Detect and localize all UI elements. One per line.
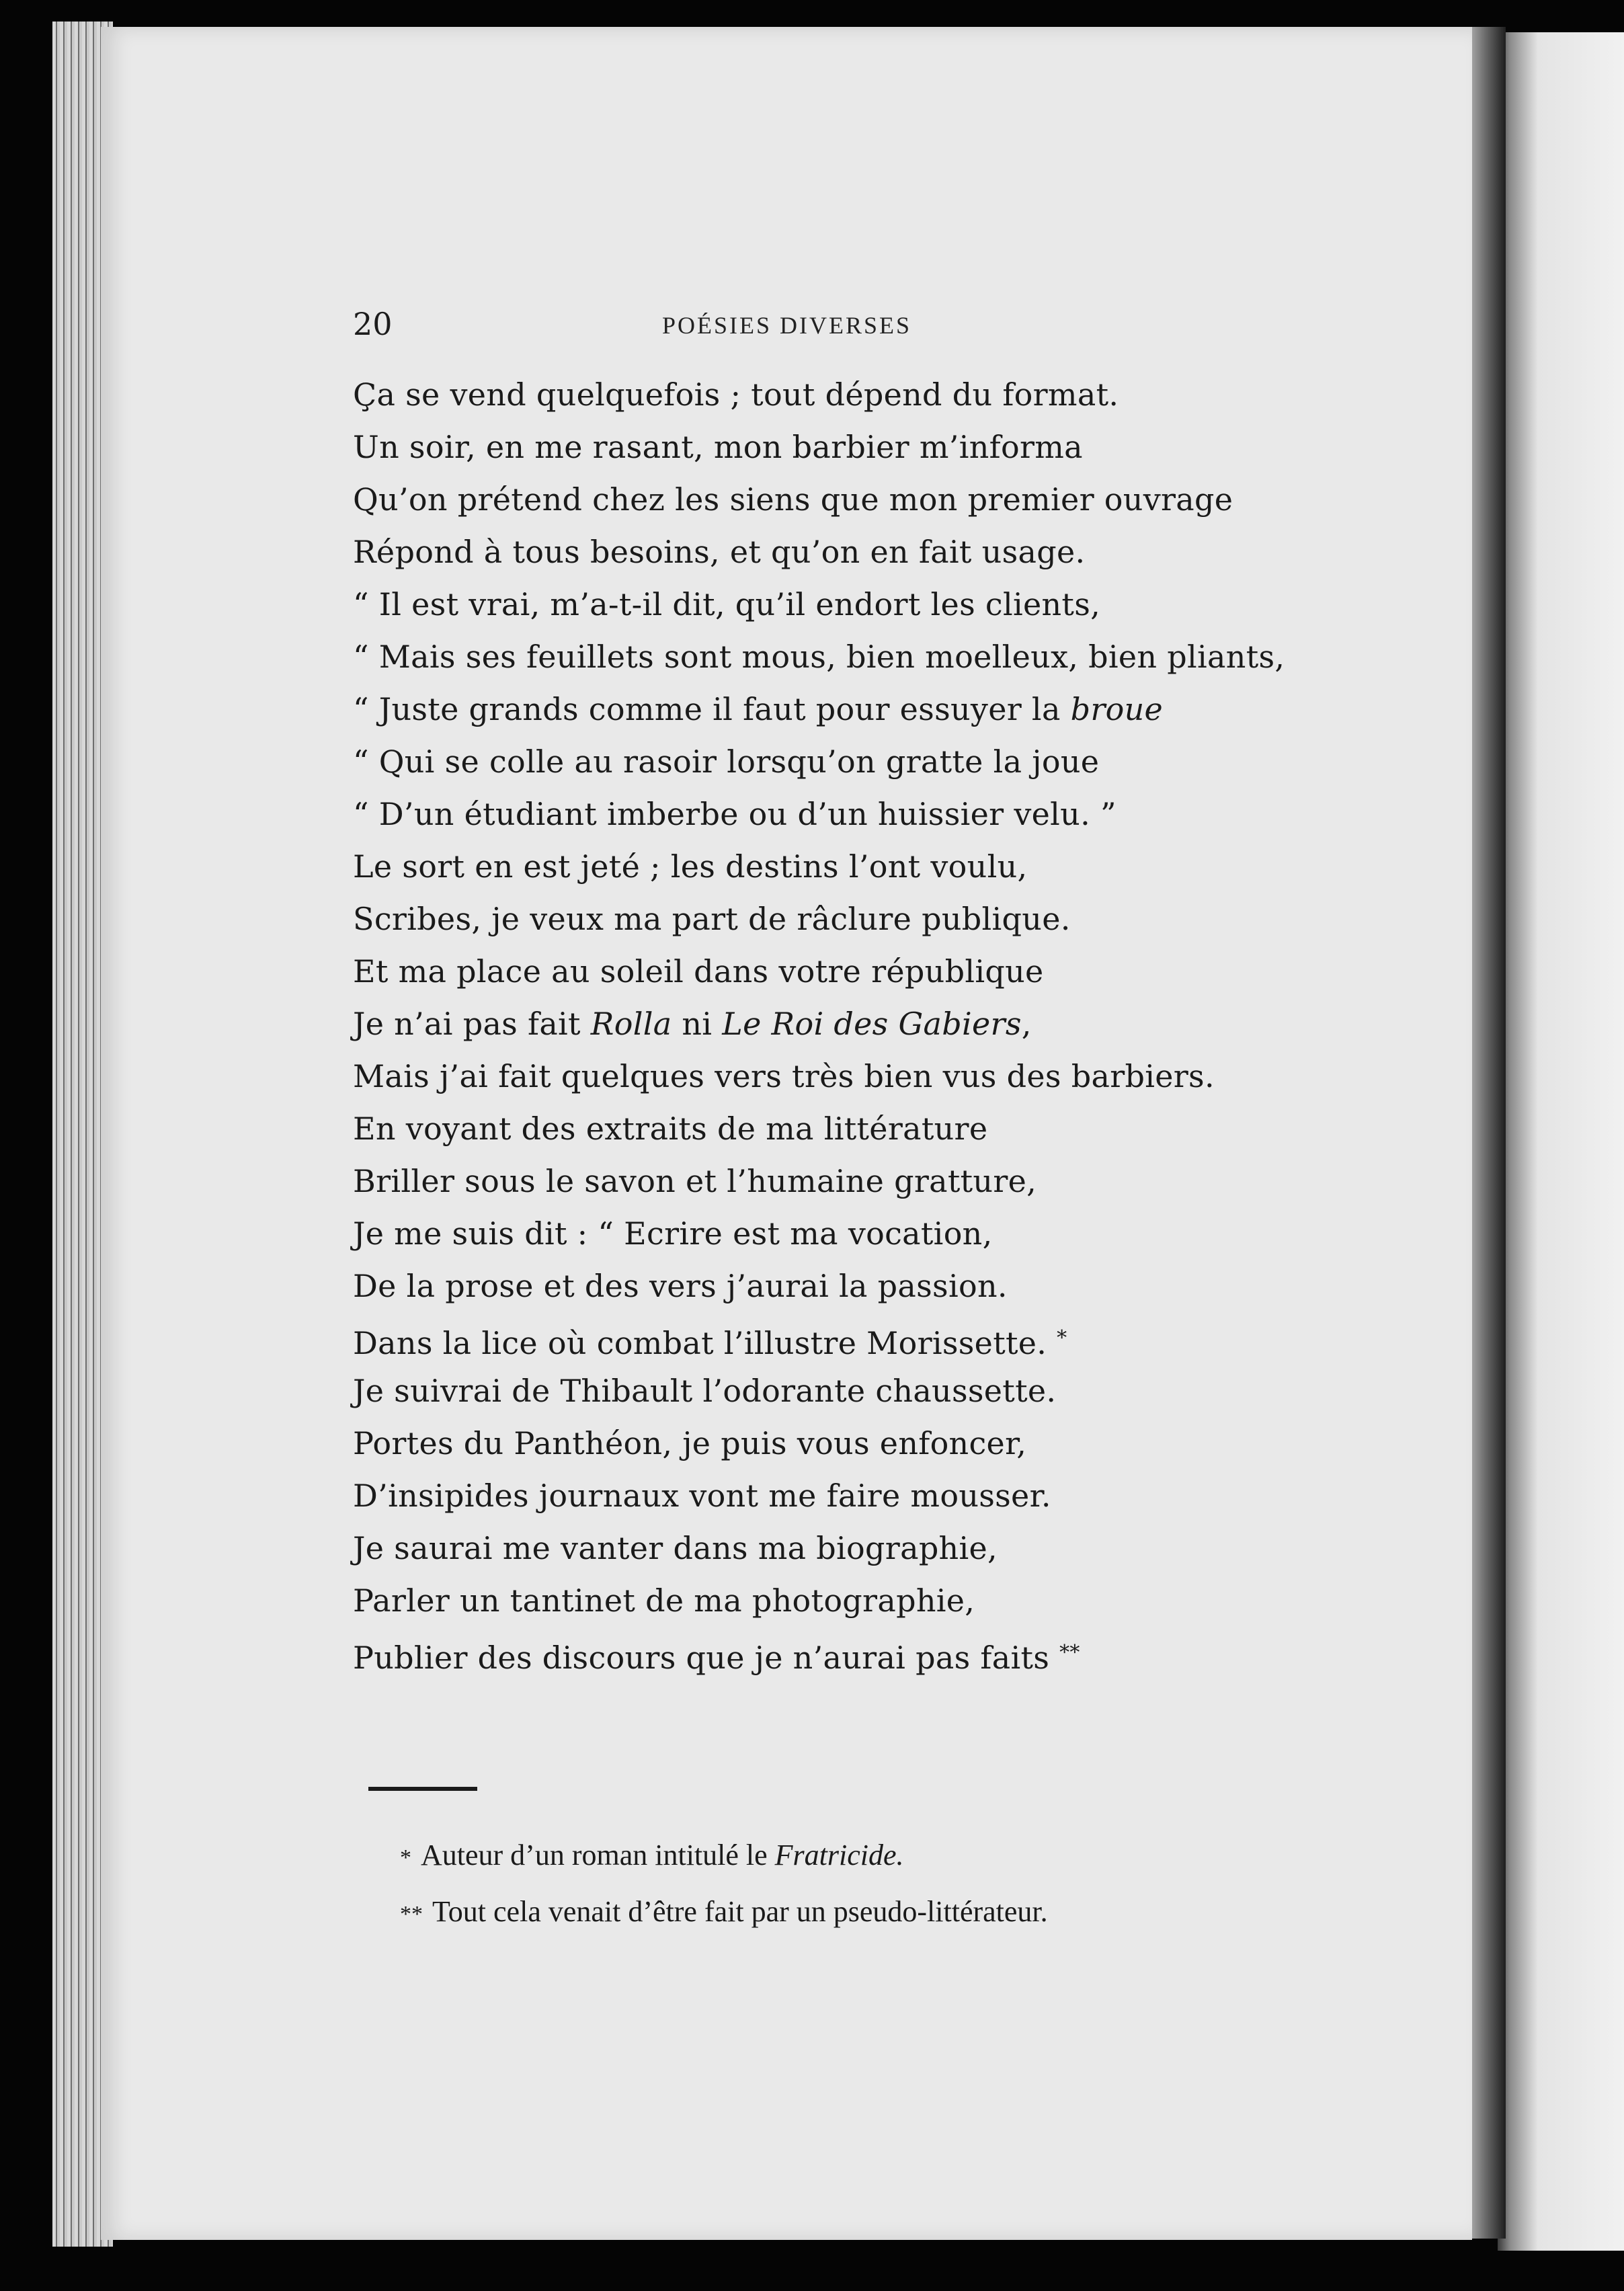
verse-line: Je saurai me vanter dans ma biographie, [353, 1530, 998, 1566]
verse-line: Je suivrai de Thibault l’odorante chaussette. [353, 1373, 1057, 1409]
footnote-divider [368, 1787, 477, 1791]
footnote: ** Tout cela venait d’être fait par un pseudo-littérateur. [400, 1895, 1048, 1928]
verse-line: Répond à tous besoins, et qu’on en fait usage. [353, 534, 1086, 570]
verse-line: De la prose et des vers j’aurai la passion. [353, 1268, 1008, 1304]
verse-line: “ Qui se colle au rasoir lorsqu’on gratte la joue [353, 743, 1100, 780]
footnotes [400, 1828, 1341, 1941]
verse-line: Un soir, en me rasant, mon barbier m’informa [353, 429, 1083, 465]
footnote-marker: ** [400, 1902, 423, 1927]
footnote-reference: * [1057, 1326, 1067, 1350]
running-title: POÉSIES DIVERSES [662, 312, 912, 339]
verse-line: Mais j’ai fait quelques vers très bien vus des barbiers. [353, 1058, 1215, 1094]
verse-line: Je me suis dit : “ Ecrire est ma vocation, [353, 1215, 993, 1252]
verse-line: Dans la lice où combat l’illustre Morissette. * [353, 1325, 1067, 1361]
page-number: 20 [353, 306, 393, 342]
verse-line: Et ma place au soleil dans votre république [353, 953, 1044, 990]
running-head [353, 306, 1368, 346]
poem [353, 368, 1361, 1679]
verse-line: Parler un tantinet de ma photographie, [353, 1582, 975, 1619]
italic-title: Rolla [590, 1006, 672, 1042]
verse-line: “ Juste grands comme il faut pour essuyer la broue [353, 691, 1164, 727]
verse-line: Je n’ai pas fait Rolla ni Le Roi des Gabiers, [353, 1006, 1032, 1042]
verse-line: “ Il est vrai, m’a-t-il dit, qu’il endort les clients, [353, 586, 1101, 622]
verse-line: Le sort en est jeté ; les destins l’ont voulu, [353, 848, 1028, 885]
italic-title: Le Roi des Gabiers [722, 1006, 1022, 1042]
verse-line: Portes du Panthéon, je puis vous enfoncer, [353, 1425, 1027, 1461]
adjacent-page [1498, 32, 1624, 2251]
verse-line: Briller sous le savon et l’humaine gratture, [353, 1163, 1037, 1199]
verse-line: “ Mais ses feuillets sont mous, bien moelleux, bien pliants, [353, 639, 1285, 675]
verse-line: Qu’on prétend chez les siens que mon premier ouvrage [353, 481, 1233, 518]
italic-word: broue [1070, 691, 1164, 727]
footnote: * Auteur d’un roman intitulé le Fratricide. [400, 1839, 904, 1872]
italic-title: Fratricide. [774, 1839, 904, 1872]
verse-line: “ D’un étudiant imberbe ou d’un huissier velu. ” [353, 796, 1116, 832]
verse-line: Scribes, je veux ma part de râclure publique. [353, 901, 1071, 937]
footnote-marker: * [400, 1845, 411, 1870]
footnote-reference: ** [1059, 1641, 1080, 1664]
verse-line: D’insipides journaux vont me faire mousser. [353, 1478, 1051, 1514]
verse-line: Ça se vend quelquefois ; tout dépend du format. [353, 376, 1119, 413]
verse-line: Publier des discours que je n’aurai pas faits ** [353, 1640, 1080, 1676]
verse-line: En voyant des extraits de ma littérature [353, 1111, 988, 1147]
